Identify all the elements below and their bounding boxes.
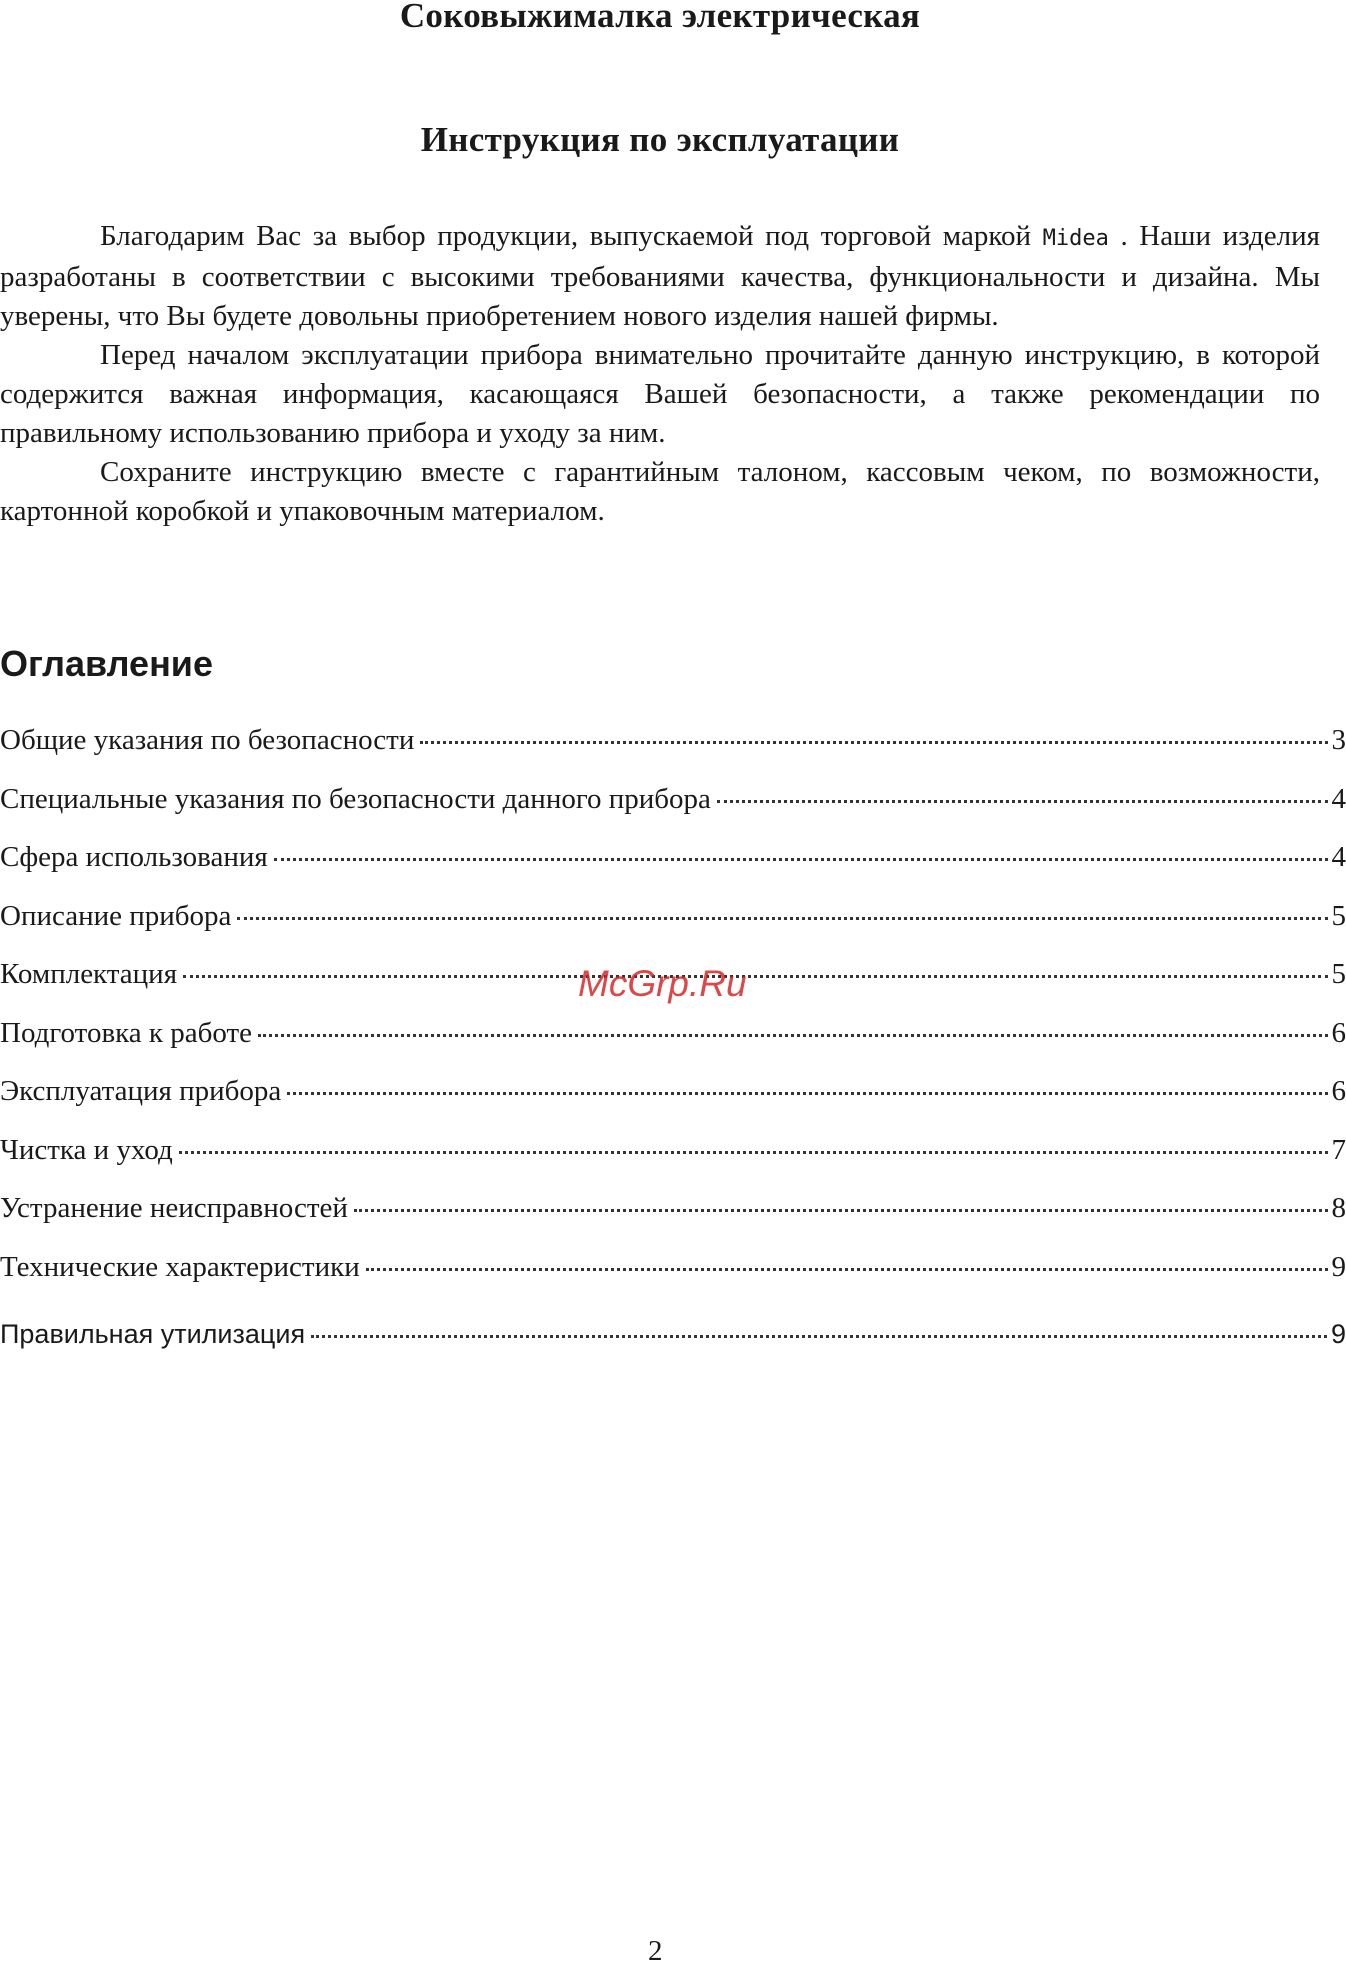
toc-entry[interactable] — [0, 841, 1346, 900]
toc-entry-title: Сфера использования — [0, 841, 268, 873]
intro-text — [0, 217, 1320, 531]
toc-entry-title: Правильная утилизация — [0, 1319, 306, 1349]
toc-entry-page: 5 — [1331, 958, 1346, 990]
toc-entry-page: 6 — [1331, 1075, 1346, 1107]
watermark: McGrp.Ru — [578, 963, 747, 1004]
toc-entry-page: 9 — [1331, 1250, 1346, 1283]
intro-paragraph-3: Сохраните инструкцию вместе с гарантийным талоном, кассовым чеком, по возможности, картонной коробкой и упаковочным материалом. — [0, 456, 1320, 527]
dot-leader — [183, 975, 1327, 978]
toc-entry[interactable] — [0, 783, 1346, 842]
toc-entry-title: Подготовка к работе — [0, 1016, 253, 1049]
toc-entry-page: 7 — [1331, 1133, 1346, 1166]
dot-leader — [287, 1092, 1327, 1095]
toc-entry-title: Эксплуатация прибора — [0, 1075, 282, 1107]
page-number: 2 — [648, 1935, 663, 1967]
intro-paragraph-1 — [0, 217, 1320, 336]
dot-leader — [274, 858, 1328, 861]
toc-entry[interactable] — [0, 1075, 1346, 1134]
toc-entry-title: Устранение неисправностей — [0, 1192, 348, 1224]
toc-entry-title: Комплектация — [0, 958, 178, 990]
toc-entry-page: 8 — [1331, 1192, 1346, 1224]
toc-entry-title: Описание прибора — [0, 899, 232, 932]
intro-p1-end: . Наши изделия разработаны в соответствии с высокими требованиями качества, функциональности и дизайна. Мы уверены, что Вы будете довольны приобретением нового изделия нашей фирмы. — [0, 220, 1320, 332]
toc-entry-page: 4 — [1331, 782, 1346, 815]
toc-entry-page: 6 — [1331, 1016, 1346, 1049]
brand-name: Midea — [1042, 226, 1109, 251]
toc-entry[interactable] — [0, 1134, 1346, 1193]
toc-entry-title: Технические характеристики — [0, 1250, 360, 1283]
toc-entry[interactable] — [0, 1251, 1346, 1310]
toc-heading: Оглавление — [0, 643, 213, 684]
toc-entry-title: Специальные указания по безопасности данного прибора — [0, 782, 711, 815]
page-title: Соковыжималка электрическая — [399, 0, 921, 35]
toc-entry-page: 3 — [1331, 724, 1346, 756]
intro-paragraph-2: Перед началом эксплуатации прибора внимательно прочитайте данную инструкцию, в которой содержится важная информация, касающаяся Вашей безопасности, а также рекомендации по правильному использованию прибора и уходу за ним. — [0, 339, 1320, 449]
dot-leader — [420, 741, 1327, 744]
dot-leader — [179, 1151, 1328, 1154]
toc-entry[interactable] — [0, 1319, 1346, 1378]
dot-leader — [237, 917, 1327, 920]
toc-entry-title: Чистка и уход — [0, 1133, 173, 1166]
dot-leader — [258, 1034, 1327, 1037]
intro-p1-start: Благодарим Вас за выбор продукции, выпускаемой под торговой маркой — [100, 220, 1043, 252]
toc-entry[interactable] — [0, 724, 1346, 783]
dot-leader — [354, 1209, 1328, 1212]
toc-entry[interactable] — [0, 1017, 1346, 1076]
toc-entry-title: Общие указания по безопасности — [0, 724, 415, 756]
manual-title: Инструкция по эксплуатации — [420, 120, 900, 159]
dot-leader — [366, 1268, 1328, 1271]
toc-entry[interactable] — [0, 900, 1346, 959]
dot-leader — [717, 800, 1328, 803]
table-of-contents — [0, 724, 1346, 1378]
toc-entry-page: 4 — [1331, 841, 1346, 873]
toc-entry-page: 5 — [1331, 899, 1346, 932]
toc-entry[interactable] — [0, 1192, 1346, 1251]
dot-leader — [311, 1335, 1327, 1338]
toc-entry-page: 9 — [1330, 1319, 1346, 1349]
